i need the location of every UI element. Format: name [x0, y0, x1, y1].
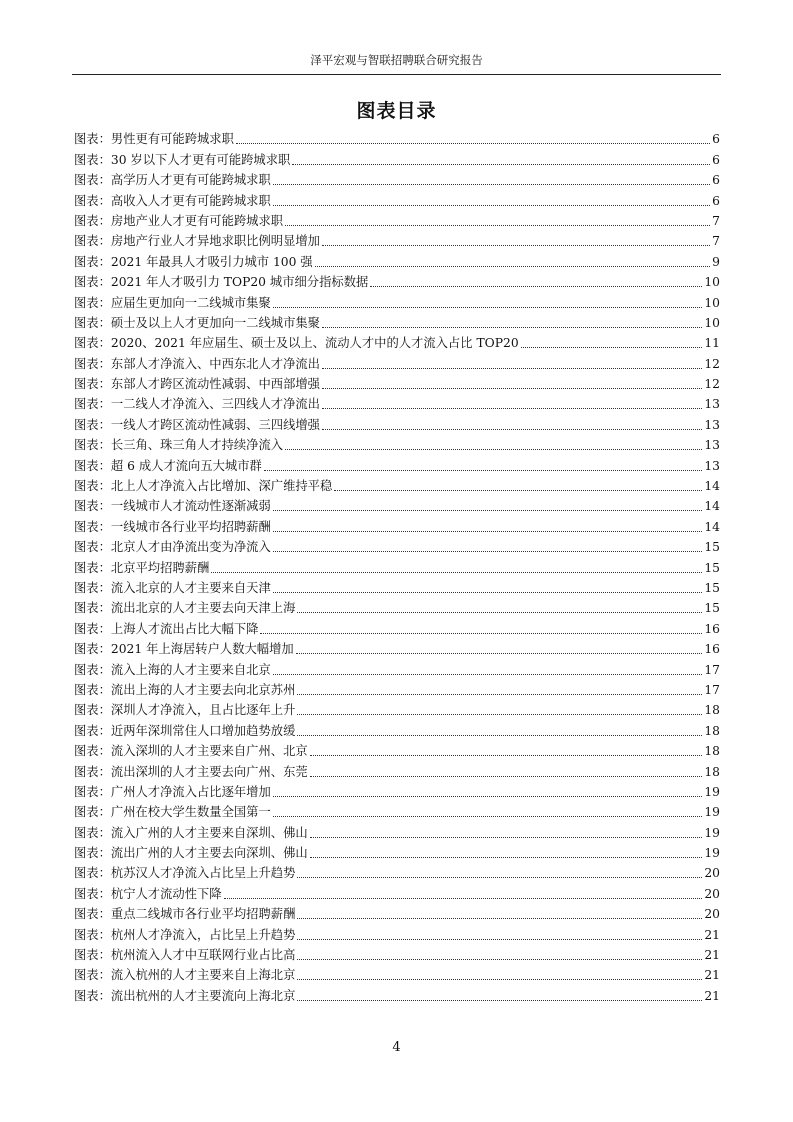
- toc-leader-dots: [211, 572, 702, 573]
- toc-entry-label: 图表：: [74, 968, 111, 983]
- toc-entry-page: 21: [704, 968, 720, 983]
- toc-entry[interactable]: [74, 699, 720, 719]
- toc-leader-dots: [297, 959, 702, 960]
- toc-entry-title: 杭宁人才流动性下降: [110, 886, 222, 901]
- toc-entry-title: 流入杭州的人才主要来自上海北京: [110, 968, 296, 983]
- toc-entry[interactable]: [74, 984, 720, 1004]
- toc-entry-page: 6: [712, 193, 720, 208]
- toc-entry-page: 13: [704, 417, 720, 432]
- toc-entry-page: 7: [712, 213, 720, 228]
- toc-entry-label: 图表：: [74, 642, 111, 657]
- toc-entry-title: 流入深圳的人才主要来自广州、北京: [110, 744, 308, 759]
- toc-leader-dots: [273, 205, 710, 206]
- toc-leader-dots: [297, 1000, 702, 1001]
- toc-entry[interactable]: [74, 964, 720, 984]
- toc-leader-dots: [260, 633, 702, 634]
- page-title: 图表目录: [356, 100, 437, 122]
- toc-entry-title: 流入广州的人才主要来自深圳、佛山: [110, 825, 308, 840]
- toc-entry[interactable]: [74, 169, 720, 189]
- toc-entry[interactable]: [74, 923, 720, 943]
- toc-leader-dots: [297, 979, 702, 980]
- toc-entry-page: 18: [704, 723, 720, 738]
- toc-leader-dots: [370, 286, 702, 287]
- toc-entry-label: 图表：: [74, 479, 111, 494]
- running-header: [72, 50, 721, 75]
- toc-entry-page: 19: [704, 846, 720, 861]
- toc-entry-label: 图表：: [74, 703, 111, 718]
- toc-entry[interactable]: [74, 658, 720, 678]
- toc-entry-page: 9: [712, 254, 720, 269]
- toc-entry[interactable]: [74, 250, 720, 270]
- toc-leader-dots: [273, 816, 703, 817]
- toc-entry-label: 图表：: [74, 988, 111, 1003]
- toc-entry[interactable]: [74, 271, 720, 291]
- toc-entry-page: 11: [704, 336, 720, 351]
- toc-leader-dots: [310, 755, 703, 756]
- toc-entry-label: 图表：: [74, 805, 111, 820]
- toc-entry-page: 21: [704, 948, 720, 963]
- toc-entry[interactable]: [74, 556, 720, 576]
- toc-entry[interactable]: [74, 679, 720, 699]
- toc-entry-title: 广州在校大学生数量全国第一: [110, 805, 271, 820]
- toc-leader-dots: [322, 327, 702, 328]
- toc-entry-title: 男性更有可能跨城求职: [110, 132, 234, 147]
- toc-entry-title: 一线城市人才流动性逐渐减弱: [110, 499, 271, 514]
- toc-entry[interactable]: [74, 944, 720, 964]
- toc-leader-dots: [273, 551, 703, 552]
- toc-entry-label: 图表：: [74, 315, 111, 330]
- toc-entry-label: 图表：: [74, 560, 111, 575]
- toc-entry-page: 6: [712, 132, 720, 147]
- toc-entry[interactable]: [74, 475, 720, 495]
- toc-entry[interactable]: [74, 312, 720, 332]
- toc-entry-label: 图表：: [74, 356, 111, 371]
- toc-entry-label: 图表：: [74, 764, 111, 779]
- toc-entry-title: 北京平均招聘薪酬: [110, 560, 210, 575]
- toc-entry-label: 图表：: [74, 540, 111, 555]
- toc-entry-label: 图表：: [74, 438, 111, 453]
- toc-entry-label: 图表：: [74, 601, 111, 616]
- toc-entry-title: 流出上海的人才主要去向北京苏州: [110, 682, 296, 697]
- toc-leader-dots: [334, 490, 702, 491]
- toc-entry-title: 高学历人才更有可能跨城求职: [110, 173, 271, 188]
- toc-entry-title: 硕士及以上人才更加向一二线城市集聚: [110, 315, 320, 330]
- toc-entry[interactable]: [74, 332, 720, 352]
- toc-entry-label: 图表：: [74, 846, 111, 861]
- toc-entry-title: 一二线人才净流入、三四线人才净流出: [110, 397, 320, 412]
- toc-entry-page: 21: [704, 988, 720, 1003]
- toc-leader-dots: [322, 388, 702, 389]
- toc-entry[interactable]: [74, 230, 720, 250]
- toc-entry-label: 图表：: [74, 499, 111, 514]
- toc-leader-dots: [297, 918, 702, 919]
- toc-entry-title: 北京人才由净流出变为净流入: [110, 540, 271, 555]
- toc-entry-label: 图表：: [74, 825, 111, 840]
- toc-entry-page: 10: [704, 315, 720, 330]
- toc-leader-dots: [297, 735, 702, 736]
- toc-entry-label: 图表：: [74, 377, 111, 392]
- toc-leader-dots: [297, 877, 702, 878]
- toc-entry-label: 图表：: [74, 784, 111, 799]
- toc-entry-page: 12: [704, 356, 720, 371]
- toc-entry-label: 图表：: [74, 234, 111, 249]
- toc-entry[interactable]: [74, 903, 720, 923]
- toc-entry-title: 流出杭州的人才主要流向上海北京: [110, 988, 296, 1003]
- toc-leader-dots: [264, 470, 703, 471]
- toc-entry-label: 图表：: [74, 295, 111, 310]
- toc-entry-title: 房地产行业人才异地求职比例明显增加: [110, 234, 320, 249]
- toc-leader-dots: [273, 307, 703, 308]
- toc-entry[interactable]: [74, 495, 720, 515]
- toc-entry[interactable]: [74, 373, 720, 393]
- toc-leader-dots: [521, 347, 703, 348]
- toc-leader-dots: [273, 674, 703, 675]
- toc-entry[interactable]: [74, 210, 720, 230]
- toc-entry-title: 上海人才流出占比大幅下降: [110, 621, 259, 636]
- toc-entry-title: 2021 年最具人才吸引力城市 100 强: [110, 254, 313, 269]
- toc-entry[interactable]: [74, 740, 720, 760]
- toc-entry-page: 13: [704, 458, 720, 473]
- toc-entry-page: 14: [704, 519, 720, 534]
- toc-leader-dots: [285, 225, 710, 226]
- toc-entry-title: 房地产业人才更有可能跨城求职: [110, 213, 284, 228]
- toc-entry-page: 10: [704, 275, 720, 290]
- toc-entry-title: 30 岁以下人才更有可能跨城求职: [110, 152, 291, 167]
- toc-entry-title: 2021 年上海居转户人数大幅增加: [110, 642, 294, 657]
- toc-entry-title: 东部人才净流入、中西东北人才净流出: [110, 356, 320, 371]
- toc-entry-page: 15: [704, 601, 720, 616]
- toc-entry-label: 图表：: [74, 458, 111, 473]
- toc-entry[interactable]: [74, 189, 720, 209]
- toc-leader-dots: [292, 164, 710, 165]
- toc-entry[interactable]: [74, 434, 720, 454]
- running-header-text: 泽平宏观与智联招聘联合研究报告: [310, 53, 483, 67]
- toc-entry-page: 18: [704, 744, 720, 759]
- toc-entry-page: 15: [704, 560, 720, 575]
- toc-entry-page: 18: [704, 703, 720, 718]
- toc-entry-label: 图表：: [74, 336, 111, 351]
- toc-entry-label: 图表：: [74, 519, 111, 534]
- toc-entry-title: 一线人才跨区流动性减弱、三四线增强: [110, 417, 320, 432]
- toc-entry-label: 图表：: [74, 193, 111, 208]
- toc-entry-title: 杭州人才净流入，占比呈上升趋势: [110, 927, 296, 942]
- toc-entry-page: 14: [704, 479, 720, 494]
- toc-entry-label: 图表：: [74, 682, 111, 697]
- toc-entry-page: 14: [704, 499, 720, 514]
- toc-entry-title: 杭苏汉人才净流入占比呈上升趋势: [110, 866, 296, 881]
- toc-entry-label: 图表：: [74, 723, 111, 738]
- toc-entry-title: 长三角、珠三角人才持续净流入: [110, 438, 284, 453]
- toc-entry-title: 流入北京的人才主要来自天津: [110, 580, 271, 595]
- toc-entry-label: 图表：: [74, 213, 111, 228]
- toc-entry[interactable]: [74, 148, 720, 168]
- toc-entry-label: 图表：: [74, 662, 111, 677]
- toc-entry-page: 20: [704, 866, 720, 881]
- toc-leader-dots: [310, 857, 703, 858]
- toc-entry-page: 18: [704, 764, 720, 779]
- toc-entry-page: 19: [704, 805, 720, 820]
- toc-entry-label: 图表：: [74, 886, 111, 901]
- toc-entry-title: 东部人才跨区流动性减弱、中西部增强: [110, 377, 320, 392]
- toc-leader-dots: [315, 266, 711, 267]
- toc-leader-dots: [310, 837, 703, 838]
- toc-entry-page: 15: [704, 540, 720, 555]
- toc-leader-dots: [310, 776, 703, 777]
- toc-entry[interactable]: [74, 882, 720, 902]
- toc-entry-label: 图表：: [74, 152, 111, 167]
- toc-entry-title: 高收入人才更有可能跨城求职: [110, 193, 271, 208]
- toc-entry-label: 图表：: [74, 397, 111, 412]
- toc-entry-label: 图表：: [74, 173, 111, 188]
- toc-entry-page: 17: [704, 662, 720, 677]
- toc-entry-label: 图表：: [74, 927, 111, 942]
- toc-entry-title: 流出北京的人才主要去向天津上海: [110, 601, 296, 616]
- toc-entry-page: 13: [704, 438, 720, 453]
- toc-entry-page: 6: [712, 173, 720, 188]
- toc-leader-dots: [322, 429, 702, 430]
- toc-entry[interactable]: [74, 291, 720, 311]
- toc-entry-page: 15: [704, 580, 720, 595]
- figure-list: [74, 128, 720, 1005]
- toc-leader-dots: [322, 408, 702, 409]
- toc-entry-title: 超 6 成人才流向五大城市群: [110, 458, 262, 473]
- toc-entry[interactable]: [74, 638, 720, 658]
- toc-entry-page: 7: [712, 234, 720, 249]
- toc-leader-dots: [236, 143, 710, 144]
- toc-entry-title: 重点二线城市各行业平均招聘薪酬: [110, 907, 296, 922]
- toc-entry-page: 16: [704, 642, 720, 657]
- toc-leader-dots: [322, 368, 702, 369]
- toc-entry-label: 图表：: [74, 866, 111, 881]
- toc-entry-title: 杭州流入人才中互联网行业占比高: [110, 948, 296, 963]
- toc-entry-label: 图表：: [74, 132, 111, 147]
- toc-entry[interactable]: [74, 128, 720, 148]
- toc-leader-dots: [322, 245, 710, 246]
- toc-entry[interactable]: [74, 536, 720, 556]
- toc-entry-title: 流入上海的人才主要来自北京: [110, 662, 271, 677]
- toc-entry-title: 近两年深圳常住人口增加趋势放缓: [110, 723, 296, 738]
- toc-entry-title: 深圳人才净流入，且占比逐年上升: [110, 703, 296, 718]
- toc-leader-dots: [285, 449, 702, 450]
- toc-entry-label: 图表：: [74, 254, 111, 269]
- toc-entry[interactable]: [74, 842, 720, 862]
- toc-entry[interactable]: [74, 597, 720, 617]
- toc-leader-dots: [273, 796, 703, 797]
- toc-entry[interactable]: [74, 413, 720, 433]
- toc-entry-label: 图表：: [74, 275, 111, 290]
- toc-entry[interactable]: [74, 821, 720, 841]
- toc-leader-dots: [297, 714, 702, 715]
- toc-entry[interactable]: [74, 454, 720, 474]
- toc-entry[interactable]: [74, 352, 720, 372]
- toc-entry[interactable]: [74, 393, 720, 413]
- toc-entry-label: 图表：: [74, 580, 111, 595]
- toc-entry-title: 流出深圳的人才主要去向广州、东莞: [110, 764, 308, 779]
- toc-entry-label: 图表：: [74, 907, 111, 922]
- toc-entry-title: 北上人才净流入占比增加、深广维持平稳: [110, 479, 333, 494]
- toc-entry-page: 21: [704, 927, 720, 942]
- toc-entry[interactable]: [74, 515, 720, 535]
- toc-entry-title: 2020、2021 年应届生、硕士及以上、流动人才中的人才流入占比 TOP20: [110, 336, 519, 351]
- toc-entry-title: 一线城市各行业平均招聘薪酬: [110, 519, 271, 534]
- toc-entry-page: 6: [712, 152, 720, 167]
- toc-entry-page: 16: [704, 621, 720, 636]
- toc-entry-page: 20: [704, 907, 720, 922]
- toc-entry-page: 20: [704, 886, 720, 901]
- toc-entry-page: 10: [704, 295, 720, 310]
- toc-entry-title: 应届生更加向一二线城市集聚: [110, 295, 271, 310]
- toc-leader-dots: [273, 592, 703, 593]
- toc-entry-label: 图表：: [74, 948, 111, 963]
- toc-entry-page: 13: [704, 397, 720, 412]
- toc-entry-page: 12: [704, 377, 720, 392]
- toc-leader-dots: [273, 510, 703, 511]
- toc-entry[interactable]: [74, 577, 720, 597]
- toc-entry[interactable]: [74, 781, 720, 801]
- toc-leader-dots: [273, 531, 703, 532]
- toc-leader-dots: [224, 898, 703, 899]
- toc-entry-label: 图表：: [74, 621, 111, 636]
- toc-entry[interactable]: [74, 719, 720, 739]
- toc-leader-dots: [297, 939, 702, 940]
- toc-leader-dots: [273, 184, 710, 185]
- toc-entry-title: 广州人才净流入占比逐年增加: [110, 784, 271, 799]
- toc-entry-page: 19: [704, 825, 720, 840]
- page-number: 4: [392, 1040, 401, 1055]
- toc-entry-page: 17: [704, 682, 720, 697]
- toc-entry-title: 2021 年人才吸引力 TOP20 城市细分指标数据: [110, 275, 369, 290]
- toc-leader-dots: [297, 612, 702, 613]
- toc-entry[interactable]: [74, 617, 720, 637]
- toc-entry-page: 19: [704, 784, 720, 799]
- toc-entry[interactable]: [74, 760, 720, 780]
- toc-entry[interactable]: [74, 862, 720, 882]
- toc-leader-dots: [297, 694, 702, 695]
- toc-entry[interactable]: [74, 801, 720, 821]
- toc-leader-dots: [296, 653, 703, 654]
- toc-entry-label: 图表：: [74, 744, 111, 759]
- toc-entry-label: 图表：: [74, 417, 111, 432]
- toc-entry-title: 流出广州的人才主要去向深圳、佛山: [110, 846, 308, 861]
